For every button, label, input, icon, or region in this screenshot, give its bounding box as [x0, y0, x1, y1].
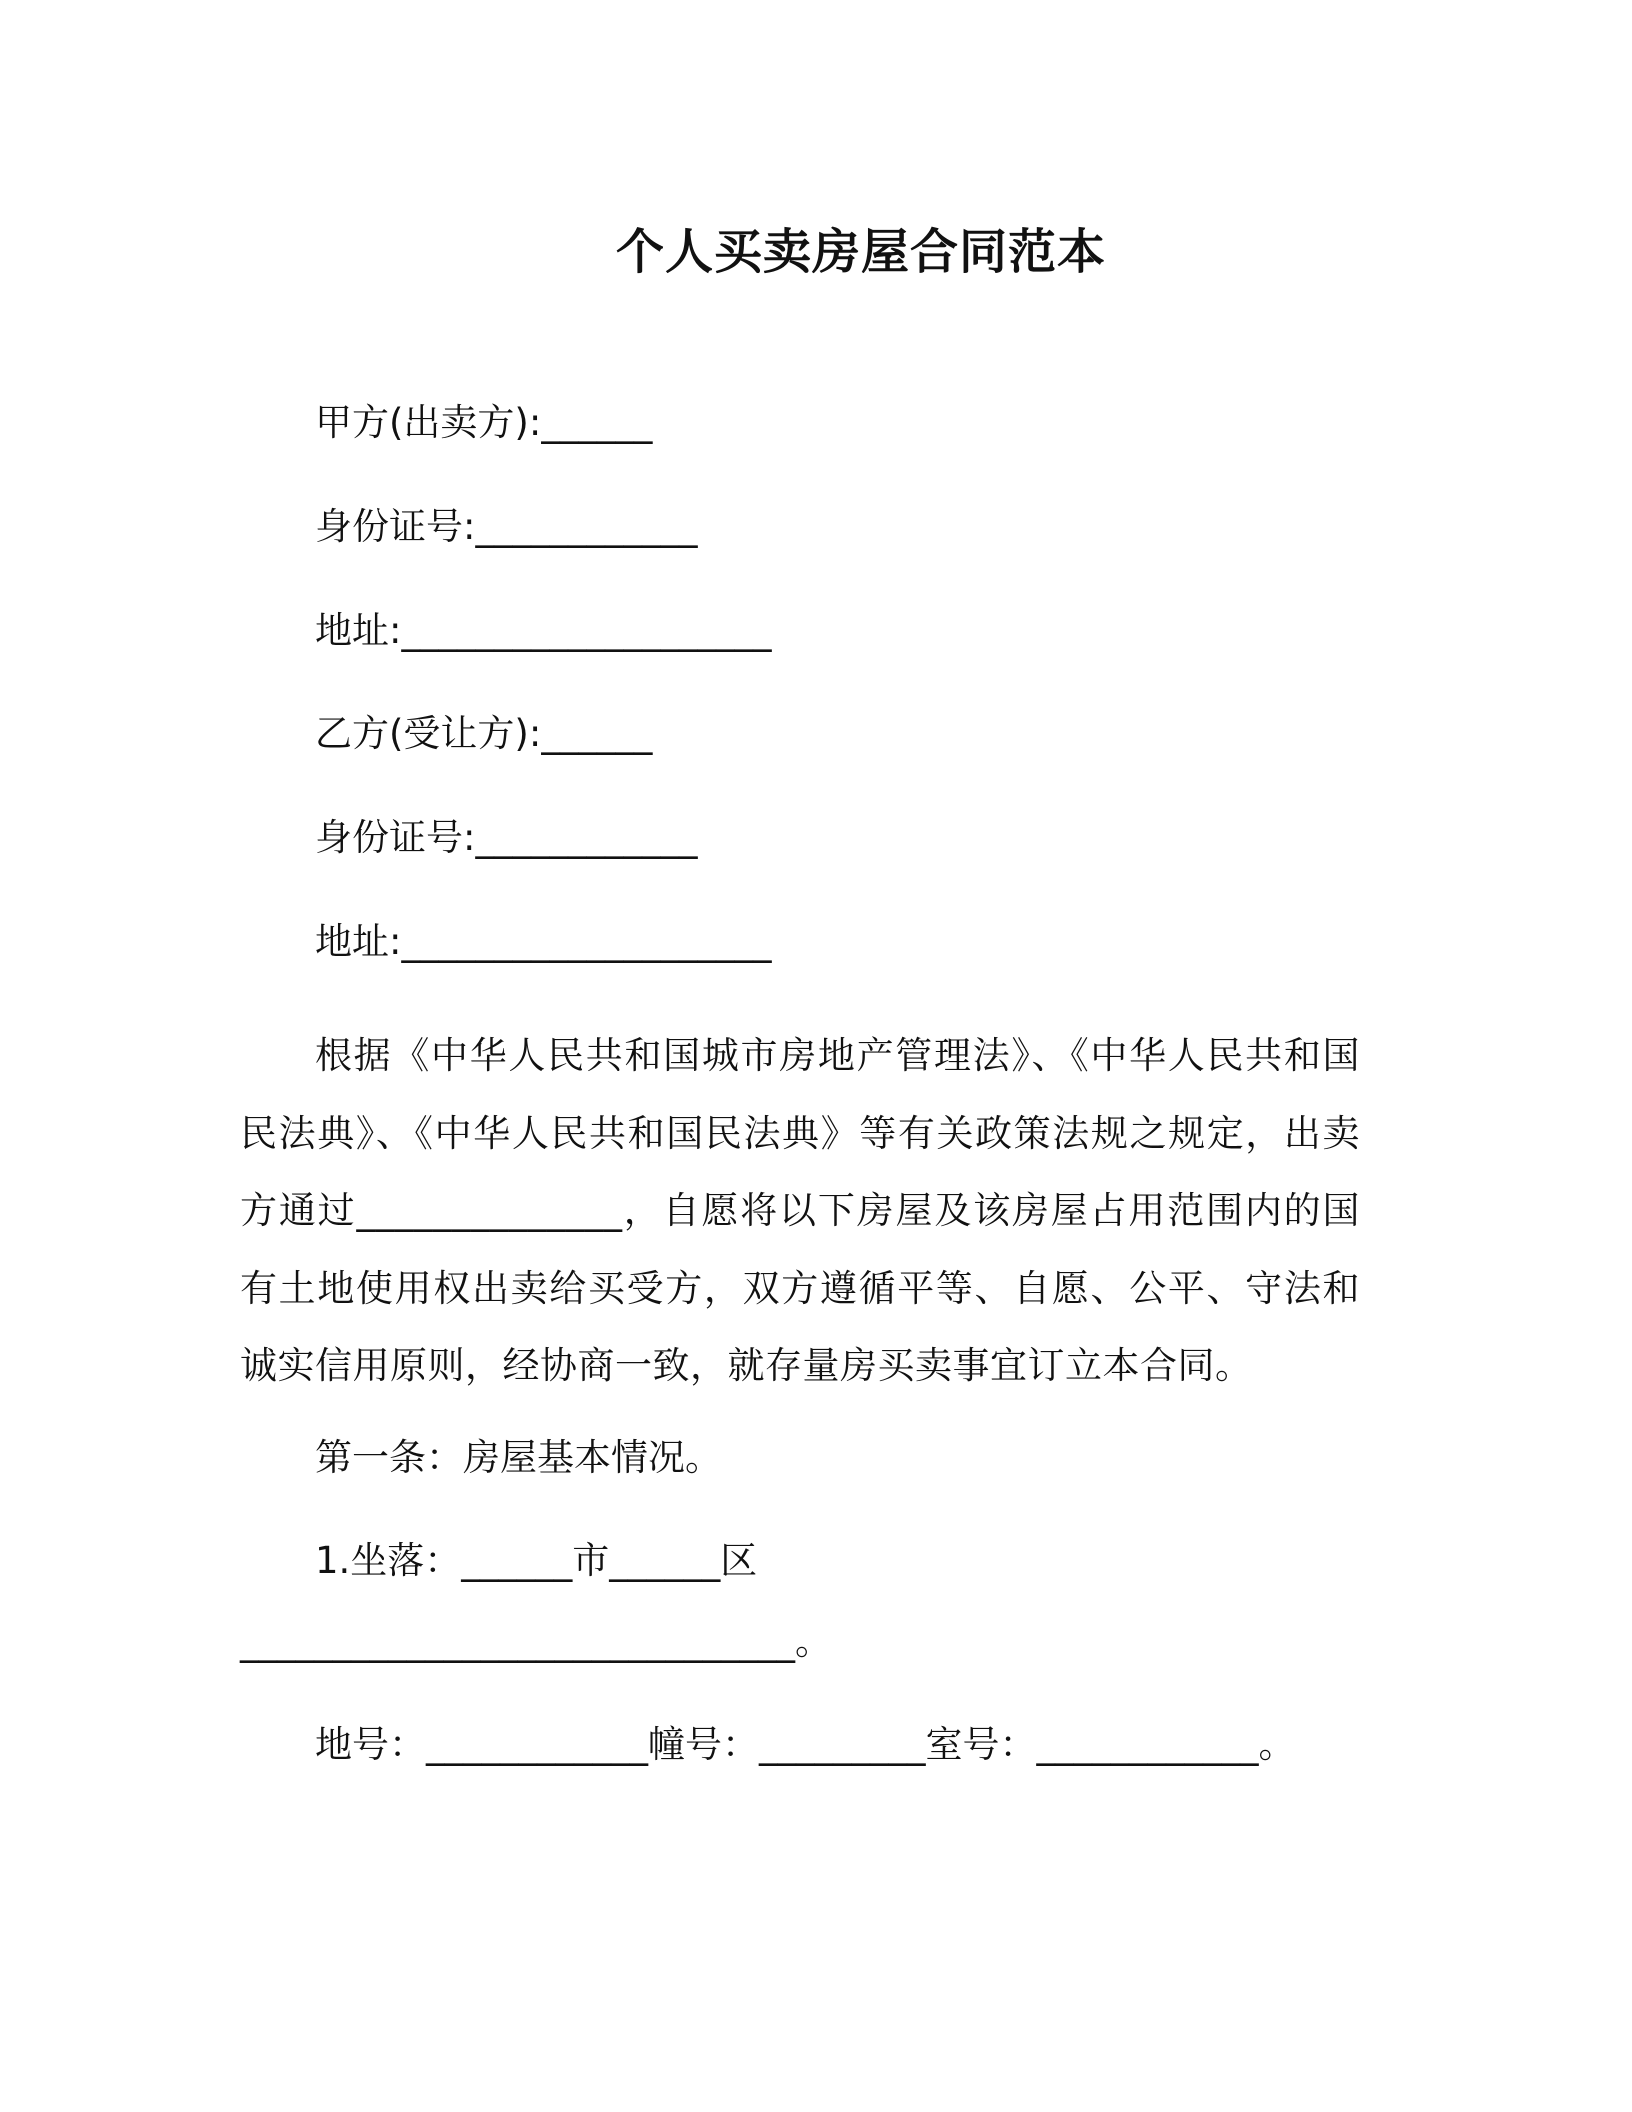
party-a-id-field: 身份证号:____________ [315, 505, 698, 548]
party-b-id-field: 身份证号:____________ [315, 816, 698, 859]
party-a-label: 甲方(出卖方):______ [315, 401, 653, 444]
location-continuation: ______________________________。 [240, 1620, 832, 1663]
plot-building-room-line: 地号：____________幢号：_________室号：____________。 [315, 1723, 1296, 1766]
location-line: 1.坐落：______市______区 [315, 1539, 758, 1582]
party-b-label: 乙方(受让方):______ [315, 712, 653, 755]
preamble-paragraph: 根据《中华人民共和国城市房地产管理法》、《中华人民共和国民法典》、《中华人民共和国民法典》等有关政策法规之规定，出卖方通过______________，自愿将以下房屋及该房屋占用范围内的国有土地使用权出卖给买受方，双方遵循平等、自愿、公平、守法和诚实信用原则，经协商一致，就存量房买卖事宜订立本合同。 [240, 1034, 1360, 1387]
party-b-address-field: 地址:____________________ [315, 920, 772, 963]
party-a-address-field: 地址:____________________ [315, 609, 772, 652]
document-title: 个人买卖房屋合同范本 [615, 224, 1106, 280]
article-1-heading: 第一条：房屋基本情况。 [315, 1436, 722, 1479]
